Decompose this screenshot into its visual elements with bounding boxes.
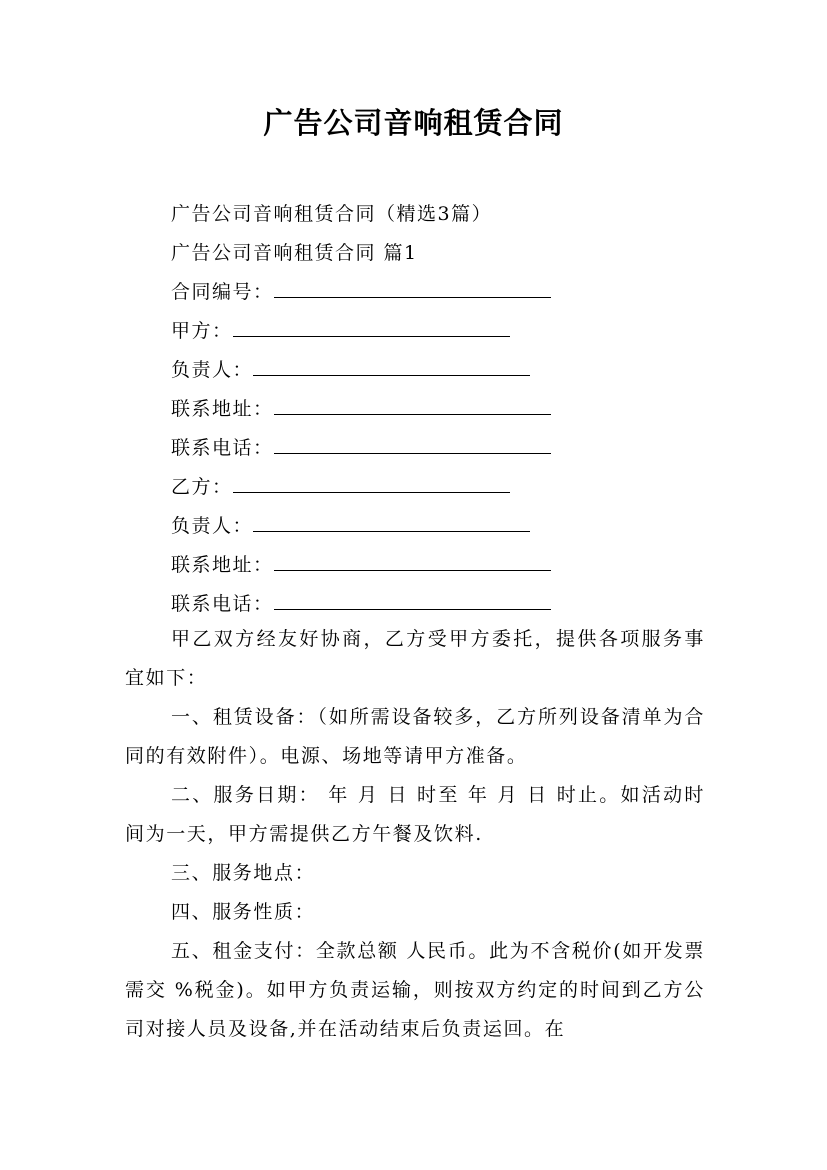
field-party-a-person-in-charge [171,355,530,382]
field-party-b-person-in-charge [171,511,530,538]
field-party-b-address [171,550,551,577]
fill-in-blank[interactable] [274,591,551,610]
paragraph-rent-payment: 五、租金支付：全款总额 人民币。此为不含税价(如开发票需交 %税金)。如甲方负责运输，则按双方约定的时间到乙方公司对接人员及设备,并在活动结束后负责运回。在 [125,940,705,1040]
fill-in-blank[interactable] [253,357,530,376]
field-party-a [171,316,510,343]
field-party-b [171,472,510,499]
field-party-b-phone [171,589,551,616]
paragraph-intro: 甲乙双方经友好协商，乙方受甲方委托，提供各项服务事宜如下： [125,628,705,689]
field-label: 联系电话： [171,593,274,615]
field-label: 联系地址： [171,554,274,576]
fill-in-blank[interactable] [253,513,530,532]
paragraph-rental-equipment: 一、租赁设备：（如所需设备较多，乙方所列设备清单为合同的有效附件）。电源、场地等请甲方准备。 [125,706,705,767]
fill-in-blank[interactable] [274,435,551,454]
fill-in-blank[interactable] [274,396,551,415]
field-label: 乙方： [171,476,233,498]
field-label: 联系电话： [171,437,274,459]
paragraph-service-date: 二、服务日期： 年 月 日 时至 年 月 日 时止。如活动时间为一天，甲方需提供乙方午餐及饮料. [125,784,705,845]
paragraph-service-nature: 四、服务性质： [171,901,316,923]
document-subtitle: 广告公司音响租赁合同（精选3篇） [171,203,493,225]
document-title: 广告公司音响租赁合同 [263,106,564,140]
field-label: 负责人： [171,359,254,381]
fill-in-blank[interactable] [274,552,551,571]
field-contract-number [171,277,551,304]
section-heading: 广告公司音响租赁合同 篇1 [171,242,418,264]
field-party-a-address [171,394,551,421]
field-label: 合同编号： [171,281,274,303]
field-label: 甲方： [171,320,233,342]
fill-in-blank[interactable] [233,474,510,493]
field-label: 负责人： [171,515,254,537]
fill-in-blank[interactable] [233,318,510,337]
paragraph-service-location: 三、服务地点： [171,862,316,884]
field-party-a-phone [171,433,551,460]
field-label: 联系地址： [171,398,274,420]
fill-in-blank[interactable] [274,279,551,298]
